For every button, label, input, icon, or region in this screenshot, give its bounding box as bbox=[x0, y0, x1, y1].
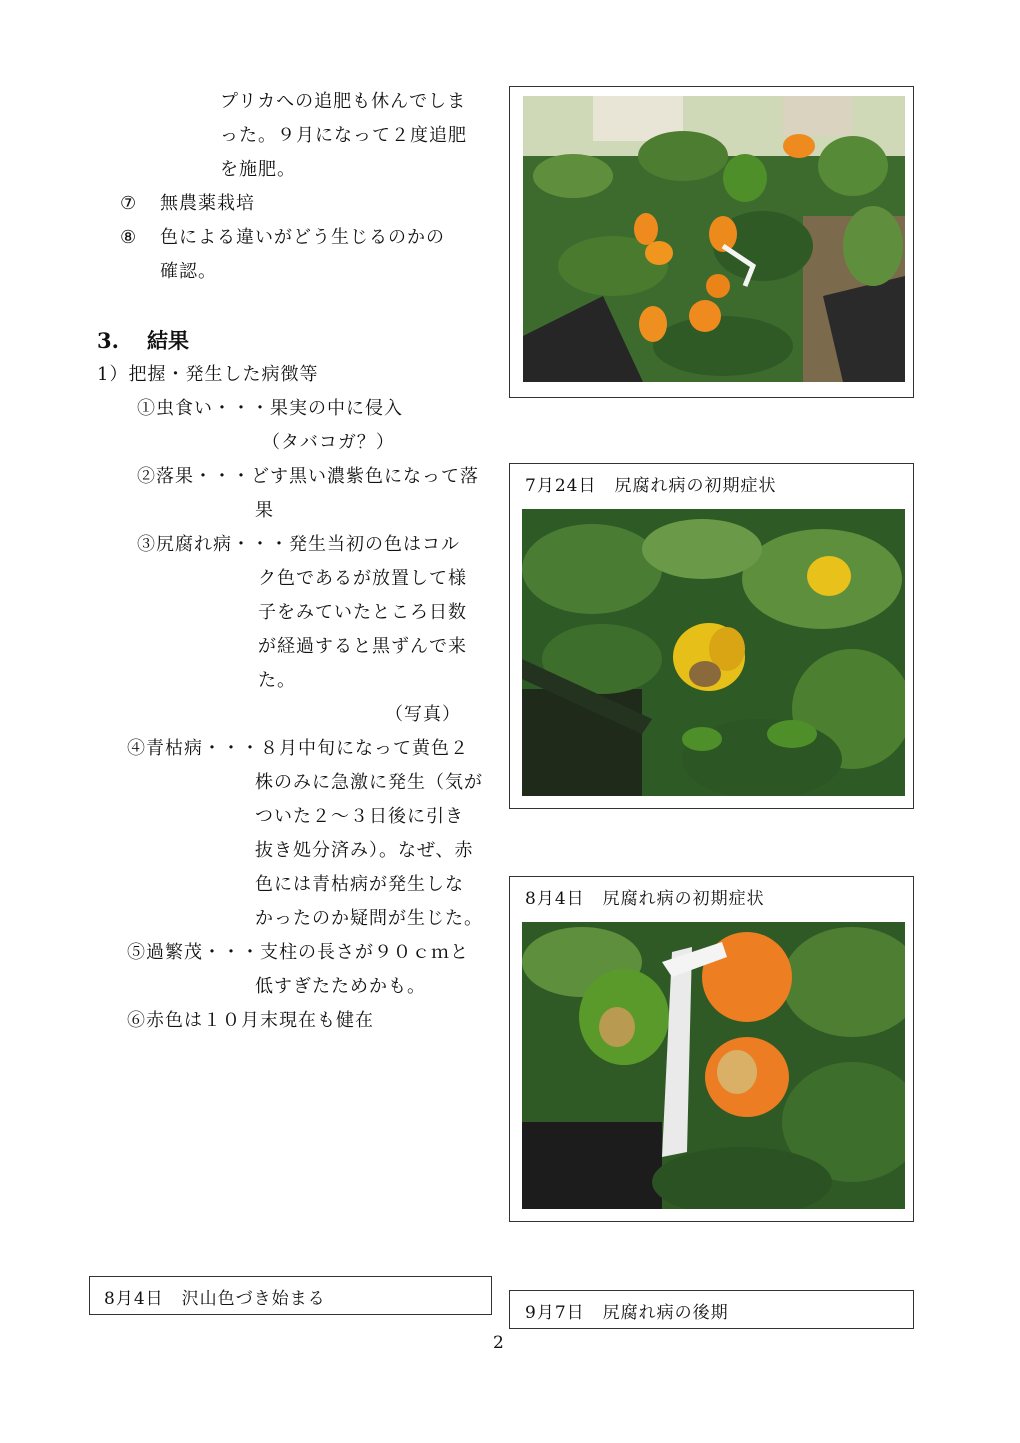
issue-2-line-2: 果 bbox=[255, 500, 274, 521]
item-8-line-1: 色による違いがどう生じるのかの bbox=[160, 227, 445, 248]
issue-3-cont-1: ク色であるが放置して様 bbox=[258, 568, 467, 589]
figure-4-caption: 9月7日 尻腐れ病の後期 bbox=[525, 1303, 729, 1323]
issue-4-cont-3: 抜き処分済み）。なぜ、赤 bbox=[255, 840, 474, 861]
figure-2-photo bbox=[522, 509, 905, 796]
item-8-line-2: 確認。 bbox=[160, 261, 217, 282]
issue-4-cont-4: 色には青枯病が発生しな bbox=[255, 874, 464, 895]
item-7-text: 無農薬栽培 bbox=[160, 193, 255, 214]
intro-line-3: を施肥。 bbox=[220, 159, 296, 180]
issue-4-cont-2: ついた２～３日後に引き bbox=[255, 806, 464, 827]
issue-2-line-1: ②落果・・・どす黒い濃紫色になって落 bbox=[137, 466, 479, 487]
issue-4-cont-5: かったのか疑問が生じた。 bbox=[255, 908, 483, 929]
section-number: 3. bbox=[97, 328, 119, 353]
figure-2-caption: 7月24日 尻腐れ病の初期症状 bbox=[525, 476, 777, 496]
issue-1-line-2: （タバコガ？） bbox=[262, 432, 395, 453]
section-heading bbox=[97, 325, 189, 355]
intro-line-2: った。９月になって２度追肥 bbox=[220, 125, 467, 146]
issue-5-line-2: 低すぎたためかも。 bbox=[255, 976, 426, 997]
issue-3-cont-3: が経過すると黒ずんで来 bbox=[258, 636, 467, 657]
figure-1-photo bbox=[523, 96, 905, 382]
issue-4-line-1: ④青枯病・・・８月中旬になって黄色２ bbox=[127, 738, 469, 759]
section-title: 結果 bbox=[147, 328, 189, 353]
issue-4-cont-1: 株のみに急激に発生（気が bbox=[255, 772, 483, 793]
item-7-mark: ⑦ bbox=[120, 193, 138, 214]
figure-3-caption: 8月4日 尻腐れ病の初期症状 bbox=[525, 889, 765, 909]
issue-6: ⑥赤色は１０月末現在も健在 bbox=[127, 1010, 374, 1031]
item-8-mark: ⑧ bbox=[120, 227, 138, 248]
issue-5-line-1: ⑤過繁茂・・・支柱の長さが９０ｃｍと bbox=[127, 942, 469, 963]
issue-3-cont-4: た。 bbox=[258, 670, 296, 691]
issue-3-photo-ref: （写真） bbox=[385, 704, 461, 725]
issue-3-cont-2: 子をみていたところ日数 bbox=[258, 602, 467, 623]
sub-heading: 1）把握・発生した病徴等 bbox=[97, 364, 319, 385]
figure-3-photo bbox=[522, 922, 905, 1209]
page-number: 2 bbox=[493, 1333, 504, 1353]
issue-1-line-1: ①虫食い・・・果実の中に侵入 bbox=[137, 398, 403, 419]
figure-1-caption: 8月4日 沢山色づき始まる bbox=[104, 1289, 326, 1309]
issue-3-line-1: ③尻腐れ病・・・発生当初の色はコル bbox=[137, 534, 460, 555]
intro-line-1: プリカへの追肥も休んでしま bbox=[220, 91, 467, 112]
